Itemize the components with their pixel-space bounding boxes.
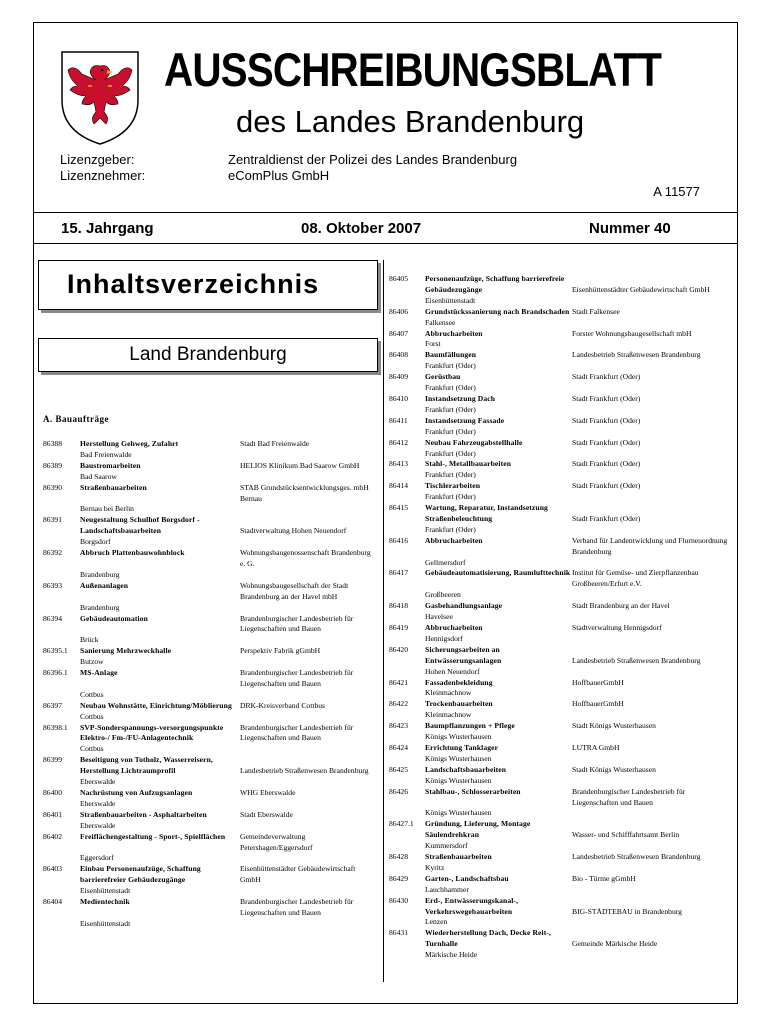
tender-entry	[389, 459, 733, 481]
tender-client: Wohnungsbaugesellschaft der Stadt Brandenburg an der Havel mbH	[240, 580, 349, 601]
tender-entry	[389, 743, 733, 765]
tender-number: 86429	[389, 873, 408, 883]
tender-client: Stadt Frankfurt (Oder)	[572, 459, 641, 469]
tender-client: Stadt Königs Wusterhausen	[572, 721, 656, 731]
tender-number: 86408	[389, 350, 408, 360]
licensor-label: Lizenzgeber:	[60, 152, 135, 167]
tender-title: Straßenbauarbeiten - Asphaltarbeiten	[80, 809, 207, 819]
tender-entry	[43, 515, 373, 548]
tender-list-left	[43, 439, 373, 930]
tender-number: 86414	[389, 481, 408, 491]
tender-client: Landesbetrieb Straßenwesen Brandenburg	[240, 766, 369, 776]
tender-location: Borgsdorf	[80, 537, 111, 547]
tender-number: 86421	[389, 677, 408, 687]
tender-entry	[43, 788, 373, 810]
tender-entry	[43, 897, 373, 930]
toc-heading: Inhaltsverzeichnis	[38, 260, 378, 310]
tender-title: Garten-, Landschaftsbau	[425, 873, 509, 883]
tender-client: Stadt Frankfurt (Oder)	[572, 415, 641, 425]
tender-title: Abbruch Plattenbauwohnblock	[80, 548, 185, 558]
tender-title: Abbrucharbeiten	[425, 535, 483, 545]
tender-location: Kleinmachnow	[425, 710, 472, 720]
issue-number: Nummer 40	[589, 220, 671, 237]
tender-number: 86417	[389, 568, 408, 578]
tender-title: Tischlerarbeiten	[425, 481, 481, 491]
tender-number: 86407	[389, 328, 408, 338]
tender-client: BIG-STÄDTEBAU in Brandenburg	[572, 906, 682, 916]
tender-number: 86396.1	[43, 668, 68, 678]
tender-client: Brandenburgischer Landesbetrieb für Liegenschaften und Bauen	[572, 786, 686, 807]
tender-location: Frankfurt (Oder)	[425, 470, 476, 480]
tender-client: Stadt Frankfurt (Oder)	[572, 513, 641, 523]
tender-client: DRK-Kreisverband Cottbus	[240, 700, 325, 710]
tender-entry	[389, 274, 733, 307]
tender-title: Abbrucharbeiten	[425, 623, 483, 632]
tender-location: Königs Wusterhausen	[425, 808, 492, 818]
tender-location: Großbeeren	[425, 590, 461, 600]
tender-client: Stadt Frankfurt (Oder)	[572, 437, 641, 447]
tender-title: Abbrucharbeiten	[425, 328, 483, 338]
tender-title: Gebäudeautomation	[80, 613, 148, 623]
tender-title: Baumpflanzungen + Pflege	[425, 721, 515, 731]
tender-location: Frankfurt (Oder)	[425, 426, 476, 436]
tender-entry	[389, 874, 733, 896]
tender-client: Brandenburgischer Landesbetrieb für Liegenschaften und Bauen	[240, 897, 354, 917]
tender-number: 86395.1	[43, 646, 68, 656]
tender-client: Stadt Frankfurt (Oder)	[572, 481, 641, 491]
tender-client: HELIOS Klinikum Bad Saarow GmbH	[240, 460, 360, 470]
tender-location: Eisenhüttenstadt	[80, 886, 131, 896]
volume-label: 15. Jahrgang	[61, 220, 154, 237]
tender-client: Verband für Landentwicklung und Flurneuordnung Brandenburg	[572, 535, 728, 556]
tender-entry	[43, 832, 373, 865]
tender-client: Brandenburgischer Landesbetrieb für Liegenschaften und Bauen	[240, 722, 354, 743]
tender-number: 86391	[43, 515, 62, 525]
tender-location: Kummersdorf	[425, 841, 468, 851]
tender-entry	[43, 755, 373, 788]
section-heading: A. Bauaufträge	[43, 414, 109, 424]
tender-title: Stahl-, Metallbauarbeiten	[425, 459, 512, 469]
tender-location: Lenzen	[425, 917, 448, 927]
tender-list-right	[389, 274, 733, 961]
masthead-subtitle: des Landes Brandenburg	[236, 104, 585, 139]
tender-number: 86420	[389, 644, 408, 654]
tender-location: Frankfurt (Oder)	[425, 404, 476, 414]
publication-code: A 11577	[653, 184, 700, 199]
tender-entry	[43, 614, 373, 647]
tender-number: 86423	[389, 721, 408, 731]
tender-location: Gellmersdorf	[425, 557, 466, 567]
tender-location: Havelsee	[425, 612, 453, 622]
tender-title: Grundstückssanierung nach Brandschaden	[425, 306, 570, 316]
tender-number: 86425	[389, 764, 408, 774]
tender-entry	[43, 810, 373, 832]
tender-number: 86392	[43, 548, 62, 558]
tender-client: HoffbauerGmbH	[572, 677, 624, 687]
tender-location: Hohen Neuendorf	[425, 666, 480, 676]
tender-title: Neubau Fahrzeugabstellhalle	[425, 437, 523, 447]
tender-entry	[389, 307, 733, 329]
tender-number: 86400	[43, 788, 62, 797]
tender-location: Königs Wusterhausen	[425, 753, 492, 763]
tender-location: Lauchhammer	[425, 884, 469, 894]
tender-entry	[43, 646, 373, 668]
tender-location: Eberswalde	[80, 798, 116, 808]
tender-entry	[389, 481, 733, 503]
tender-title: Nachrüstung von Aufzugsanlagen	[80, 788, 193, 797]
tender-location: Märkische Heide	[425, 950, 478, 960]
tender-number: 86406	[389, 306, 408, 316]
tender-client: Bio - Türme gGmbH	[572, 873, 636, 883]
tender-location: Falkensee	[425, 317, 456, 327]
tender-number: 86404	[43, 897, 62, 907]
tender-location: Königs Wusterhausen	[425, 732, 492, 742]
tender-entry	[389, 721, 733, 743]
tender-title: Instandsetzung Dach	[425, 393, 496, 403]
tender-entry	[43, 581, 373, 614]
tender-client: Landesbetrieb Straßenwesen Brandenburg	[572, 350, 701, 360]
tender-title: Einbau Personenaufzüge, Schaffung barrierefreier Gebäudezugänge	[80, 864, 201, 885]
tender-location: Cottbus	[80, 689, 104, 699]
tender-number: 86388	[43, 439, 62, 448]
tender-client: STAB Grundstücksentwicklungsges. mbH Bernau	[240, 482, 369, 503]
tender-client: Gemeinde Märkische Heide	[572, 939, 658, 949]
tender-number: 86403	[43, 864, 62, 874]
tender-entry	[389, 372, 733, 394]
tender-title: Straßenbauarbeiten	[425, 852, 492, 862]
tender-number: 86419	[389, 623, 408, 632]
tender-client: HoffbauerGmbH	[572, 699, 624, 709]
tender-location: Brück	[80, 635, 99, 645]
tender-title: Erd-, Entwässerungskanal-, Verkehrswegebauarbeiten	[425, 895, 519, 916]
tender-location: Brandenburg	[80, 602, 120, 612]
issue-date: 08. Oktober 2007	[301, 220, 422, 237]
tender-client: Stadt Frankfurt (Oder)	[572, 372, 641, 382]
region-heading: Land Brandenburg	[38, 338, 378, 372]
tender-entry	[389, 350, 733, 372]
tender-title: Freiflächengestaltung - Sport-, Spielflächen	[80, 831, 226, 841]
tender-entry	[43, 668, 373, 701]
tender-entry	[389, 765, 733, 787]
tender-title: Wartung, Reparatur, Instandsetzung Straßenbeleuchtung	[425, 503, 548, 523]
tender-entry	[389, 852, 733, 874]
tender-number: 86424	[389, 742, 408, 752]
tender-entry	[389, 787, 733, 820]
tender-number: 86430	[389, 895, 408, 905]
tender-title: Fassadenbekleidung	[425, 677, 493, 687]
tender-location: Bad Freienwalde	[80, 449, 132, 459]
tender-number: 86418	[389, 601, 408, 611]
licensee-label: Lizenznehmer:	[60, 168, 146, 183]
tender-client: Gemeindeverwaltung Petershagen/Eggersdorf	[240, 831, 313, 852]
tender-entry	[389, 896, 733, 929]
tender-client: Wasser- und Schifffahrtsamt Berlin	[572, 830, 680, 840]
tender-location: Eggersdorf	[80, 853, 114, 863]
tender-client: Stadt Frankfurt (Oder)	[572, 393, 641, 403]
column-divider	[383, 260, 384, 982]
tender-client: Stadtverwaltung Hennigsdorf	[572, 623, 662, 632]
tender-number: 86393	[43, 580, 62, 590]
tender-number: 86426	[389, 786, 408, 796]
tender-number: 86412	[389, 437, 408, 447]
tender-client: Eisenhüttenstädter Gebäudewirtschaft GmbH	[572, 284, 710, 294]
tender-client: LUTRA GmbH	[572, 742, 620, 752]
tender-title: Neugestaltung Schulhof Borgsdorf - Landschaftsbauarbeiten	[80, 515, 200, 536]
tender-location: Frankfurt (Oder)	[425, 361, 476, 371]
tender-entry	[389, 438, 733, 460]
tender-entry	[389, 329, 733, 351]
tender-title: Neubau Wohnstätte, Einrichtung/Möblierung	[80, 700, 232, 710]
tender-client: Wohnungsbaugenossenschaft Brandenburg e. G.	[240, 548, 371, 568]
tender-location: Cottbus	[80, 744, 104, 754]
tender-title: Trockenbauarbeiten	[425, 699, 493, 709]
tender-number: 86401	[43, 809, 62, 819]
tender-title: Gasbehandlungsanlage	[425, 601, 503, 611]
tender-client: Perspektiv Fabrik gGmbH	[240, 646, 321, 656]
tender-entry	[43, 723, 373, 756]
tender-title: Sicherungsarbeiten an Entwässerungsanlagen	[425, 644, 502, 665]
tender-client: Stadt Falkensee	[572, 306, 620, 316]
tender-location: Forst	[425, 339, 441, 349]
tender-client: Institut für Gemüse- und Zierpflanzenbau Großbeeren/Erfurt e.V.	[572, 568, 699, 589]
tender-client: Eisenhüttenstädter Gebäudewirtschaft GmbH	[240, 864, 356, 885]
tender-entry	[43, 439, 373, 461]
tender-number: 86397	[43, 700, 62, 710]
tender-location: Königs Wusterhausen	[425, 775, 492, 785]
tender-client: Brandenburgischer Landesbetrieb für Liegenschaften und Bauen	[240, 668, 354, 688]
tender-title: SVP-Sonderspannungs-versorgungspunkte Elektro-/ Fm-/FU-Anlagentechnik	[80, 722, 224, 743]
tender-entry	[43, 483, 373, 516]
tender-number: 86405	[389, 274, 408, 283]
tender-title: Baumfällungen	[425, 350, 477, 360]
tender-title: Außenanlagen	[80, 580, 129, 590]
tender-client: Brandenburgischer Landesbetrieb für Liegenschaften und Bauen	[240, 613, 354, 634]
tender-location: Hennigsdorf	[425, 633, 463, 643]
tender-number: 86422	[389, 699, 408, 709]
tender-title: Stahlbau-, Schlosserarbeiten	[425, 786, 521, 796]
tender-title: MS-Anlage	[80, 668, 118, 678]
tender-title: Straßenbauarbeiten	[80, 482, 147, 492]
tender-location: Butzow	[80, 657, 104, 667]
tender-client: Stadt Eberswalde	[240, 809, 293, 819]
tender-title: Landschaftsbauarbeiten	[425, 764, 507, 774]
tender-title: Herstellung Gehweg, Zufahrt	[80, 439, 179, 448]
tender-location: Eberswalde	[80, 820, 116, 830]
tender-title: Sanierung Mehrzweckhalle	[80, 646, 172, 656]
tender-title: Beseitigung von Totholz, Wasserreisern, Herstellung Lichtraumprofil	[80, 755, 213, 776]
tender-client: Landesbetrieb Straßenwesen Brandenburg	[572, 852, 701, 862]
tender-title: Gründung, Lieferung, Montage Säulendrehkran	[425, 819, 531, 840]
tender-number: 86389	[43, 460, 62, 470]
tender-client: WHG Eberswalde	[240, 788, 296, 797]
tender-entry	[389, 645, 733, 678]
issue-bar	[33, 212, 738, 244]
tender-location: Frankfurt (Oder)	[425, 492, 476, 502]
tender-title: Personenaufzüge, Schaffung barrierefreie Gebäudezugänge	[425, 274, 565, 294]
tender-location: Eberswalde	[80, 777, 116, 787]
tender-client: Stadt Königs Wusterhausen	[572, 764, 656, 774]
tender-entry	[389, 928, 733, 961]
tender-location: Eisenhüttenstadt	[425, 295, 476, 305]
tender-number: 86416	[389, 535, 408, 545]
tender-location: Kyritz	[425, 862, 445, 872]
tender-location: Frankfurt (Oder)	[425, 448, 476, 458]
tender-entry	[43, 548, 373, 581]
tender-client: Forster Wohnungsbaugesellschaft mbH	[572, 328, 692, 338]
tender-title: Gebäudeautomatisierung, Raumlufttechnik	[425, 568, 571, 578]
tender-entry	[389, 394, 733, 416]
tender-location: Frankfurt (Oder)	[425, 383, 476, 393]
tender-entry	[389, 819, 733, 852]
tender-entry	[389, 623, 733, 645]
tender-entry	[389, 601, 733, 623]
tender-number: 86394	[43, 613, 62, 623]
tender-number: 86415	[389, 503, 408, 513]
tender-client: Stadt Brandenburg an der Havel	[572, 601, 670, 611]
tender-location: Frankfurt (Oder)	[425, 524, 476, 534]
licensee-value: eComPlus GmbH	[228, 168, 330, 183]
tender-title: Gerüstbau	[425, 372, 461, 382]
tender-location: Kleinmachnow	[425, 688, 472, 698]
tender-number: 86390	[43, 482, 62, 492]
tender-client: Stadtverwaltung Hohen Neuendorf	[240, 526, 347, 536]
tender-entry	[389, 536, 733, 569]
tender-title: Baustromarbeiten	[80, 460, 141, 470]
tender-location: Bad Saarow	[80, 471, 117, 481]
tender-entry	[389, 568, 733, 601]
tender-entry	[389, 699, 733, 721]
tender-title: Instandsetzung Fassade	[425, 415, 505, 425]
brandenburg-eagle-icon	[58, 48, 142, 146]
tender-entry	[43, 701, 373, 723]
tender-number: 86399	[43, 755, 62, 765]
tender-number: 86410	[389, 393, 408, 403]
tender-title: Wiederherstellung Dach, Decke Reit-, Turnhalle	[425, 928, 551, 949]
licensor-value: Zentraldienst der Polizei des Landes Brandenburg	[228, 152, 518, 167]
tender-location: Cottbus	[80, 711, 104, 721]
tender-location: Brandenburg	[80, 569, 120, 579]
tender-title: Medientechnik	[80, 897, 130, 907]
tender-entry	[43, 864, 373, 897]
tender-entry	[389, 678, 733, 700]
tender-number: 86413	[389, 459, 408, 469]
tender-entry	[43, 461, 373, 483]
tender-number: 86427.1	[389, 819, 414, 829]
tender-client: Stadt Bad Freienwalde	[240, 439, 310, 448]
tender-number: 86402	[43, 831, 62, 841]
tender-location: Bernau bei Berlin	[80, 504, 134, 514]
masthead-title: AUSSCHREIBUNGSBLATT	[164, 43, 662, 96]
tender-client: Landesbetrieb Straßenwesen Brandenburg	[572, 655, 701, 665]
tender-entry	[389, 503, 733, 536]
tender-location: Eisenhüttenstadt	[80, 918, 131, 928]
tender-title: Errichtung Tanklager	[425, 742, 499, 752]
tender-entry	[389, 416, 733, 438]
tender-number: 86398.1	[43, 722, 68, 732]
tender-number: 86431	[389, 928, 408, 938]
tender-number: 86411	[389, 415, 408, 425]
tender-number: 86409	[389, 372, 408, 382]
tender-number: 86428	[389, 852, 408, 862]
